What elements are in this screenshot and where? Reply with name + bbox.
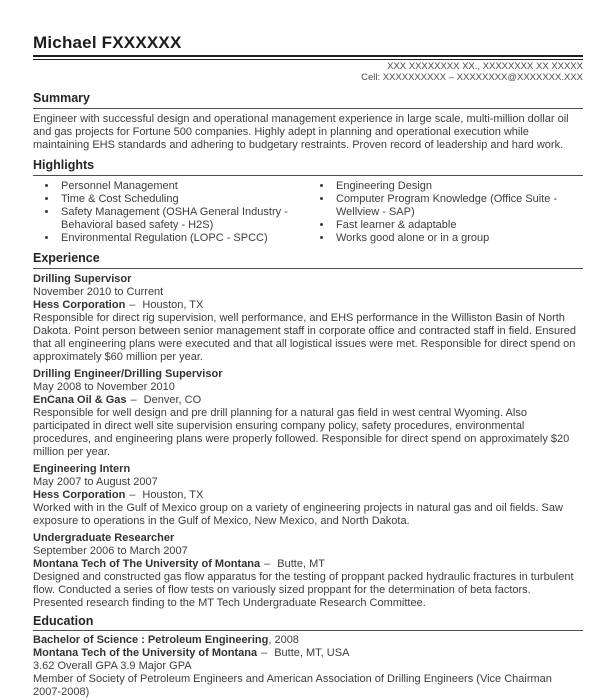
header-rule (33, 55, 583, 60)
degree-name: Bachelor of Science : Petroleum Engineering (33, 634, 269, 646)
school-line (33, 647, 583, 660)
highlight-item: • Time & Cost Scheduling (58, 193, 308, 206)
job-location: Houston, TX (142, 299, 204, 311)
highlight-item: • Computer Program Knowledge (Office Suite - Wellview - SAP) (333, 193, 583, 219)
job-description: Worked with in the Gulf of Mexico group on a variety of engineering projects in natural gas and oil fields. Saw exposure to operations in the Gulf of Mexico, New Mexico, and North Dakota. (33, 502, 563, 527)
gpa-line: 3.62 Overall GPA 3.9 Major GPA (33, 660, 192, 672)
summary-title: Summary (33, 91, 583, 109)
job-title: Drilling Engineer/Drilling Supervisor (33, 368, 223, 380)
company-name: Hess Corporation (33, 489, 126, 501)
job-dates: May 2008 to November 2010 (33, 381, 175, 393)
section-highlights (33, 158, 583, 245)
job-location: Butte, MT (277, 558, 325, 570)
summary-text: Engineer with successful design and operational management experience in large scale, multi-million dollar oil and gas projects for Fortune 500 companies. Highly adept in planning and operational execution while maintaining EHS standards and adhering to budgetary restraints. Proven record of leadership and hard work. (33, 113, 569, 151)
job-company-line (33, 299, 583, 312)
dash-separator: – (129, 489, 136, 501)
job-location: Houston, TX (142, 489, 204, 501)
highlight-item: • Environmental Regulation (LOPC - SPCC) (58, 232, 308, 245)
highlights-columns (33, 180, 583, 245)
highlight-item: • Personnel Management (58, 180, 308, 193)
experience-title: Experience (33, 251, 583, 269)
section-experience (33, 251, 583, 610)
highlight-item: • Safety Management (OSHA General Industry - Behavioral based safety - H2S) (58, 206, 308, 232)
degree-year: , 2008 (268, 634, 299, 646)
job-entry (33, 463, 583, 528)
job-location: Denver, CO (143, 394, 202, 406)
contact-block (33, 62, 583, 83)
job-company-line (33, 394, 583, 407)
contact-cell: Cell: XXXXXXXXXX – XXXXXXXX@XXXXXXX.XXX (361, 71, 583, 83)
job-dates: May 2007 to August 2007 (33, 476, 158, 488)
highlights-right-column (308, 180, 583, 245)
membership-line: Member of Society of Petroleum Engineers and American Association of Drilling Engineers (Vice Chairman 2007-2008) (33, 673, 552, 698)
section-summary (33, 91, 583, 152)
dash-separator: – (261, 647, 268, 659)
dash-separator: – (264, 558, 271, 570)
job-dates: November 2010 to Current (33, 286, 164, 298)
contact-address: XXX XXXXXXXX XX., XXXXXXXX XX XXXXX (387, 61, 583, 72)
company-name: Montana Tech of The University of Montana (33, 558, 261, 570)
dash-separator: – (129, 299, 136, 311)
candidate-name: Michael FXXXXXX (33, 33, 182, 52)
highlight-item: • Works good alone or in a group (333, 232, 583, 245)
job-title: Engineering Intern (33, 463, 131, 475)
highlights-title: Highlights (33, 158, 583, 176)
highlights-left-column (33, 180, 308, 245)
degree-line (33, 634, 583, 647)
company-name: EnCana Oil & Gas (33, 394, 127, 406)
school-location: Butte, MT, USA (274, 647, 350, 659)
job-description: Responsible for direct rig supervision, well performance, and EHS performance in the Williston Basin of North Dakota. Point person between senior management staff in corporate office and contracted staff in field. Ensured that all engineering plans were executed and that all logistical issues were met. Responsible for direct spend on approximately $60 million per year. (33, 312, 576, 363)
job-description: Designed and constructed gas flow apparatus for the testing of proppant packed hydraulic fractures in turbulent flow. Conducted a series of flow tests on variously sized proppant for the determination of beta factors. Presented research finding to the MT Tech Undergraduate Research Committee. (33, 571, 574, 609)
highlight-item: • Engineering Design (333, 180, 583, 193)
job-title: Drilling Supervisor (33, 273, 132, 285)
school-name: Montana Tech of the University of Montana (33, 647, 258, 659)
job-company-line (33, 558, 583, 571)
section-education (33, 614, 583, 699)
job-entry (33, 368, 583, 459)
job-entry (33, 273, 583, 364)
company-name: Hess Corporation (33, 299, 126, 311)
job-title: Undergraduate Researcher (33, 532, 175, 544)
education-title: Education (33, 614, 583, 631)
job-entry (33, 532, 583, 610)
highlight-item: • Fast learner & adaptable (333, 219, 583, 232)
dash-separator: – (130, 394, 137, 406)
job-company-line (33, 489, 583, 502)
job-description: Responsible for well design and pre drill planning for a natural gas field in west central Wyoming. Also participated in direct well site supervision ensuring company policy, safety procedures, environmental procedures, and engineering plans were properly followed. Responsible for direct spend on approximately $20 million per year. (33, 407, 570, 458)
job-dates: September 2006 to March 2007 (33, 545, 188, 557)
